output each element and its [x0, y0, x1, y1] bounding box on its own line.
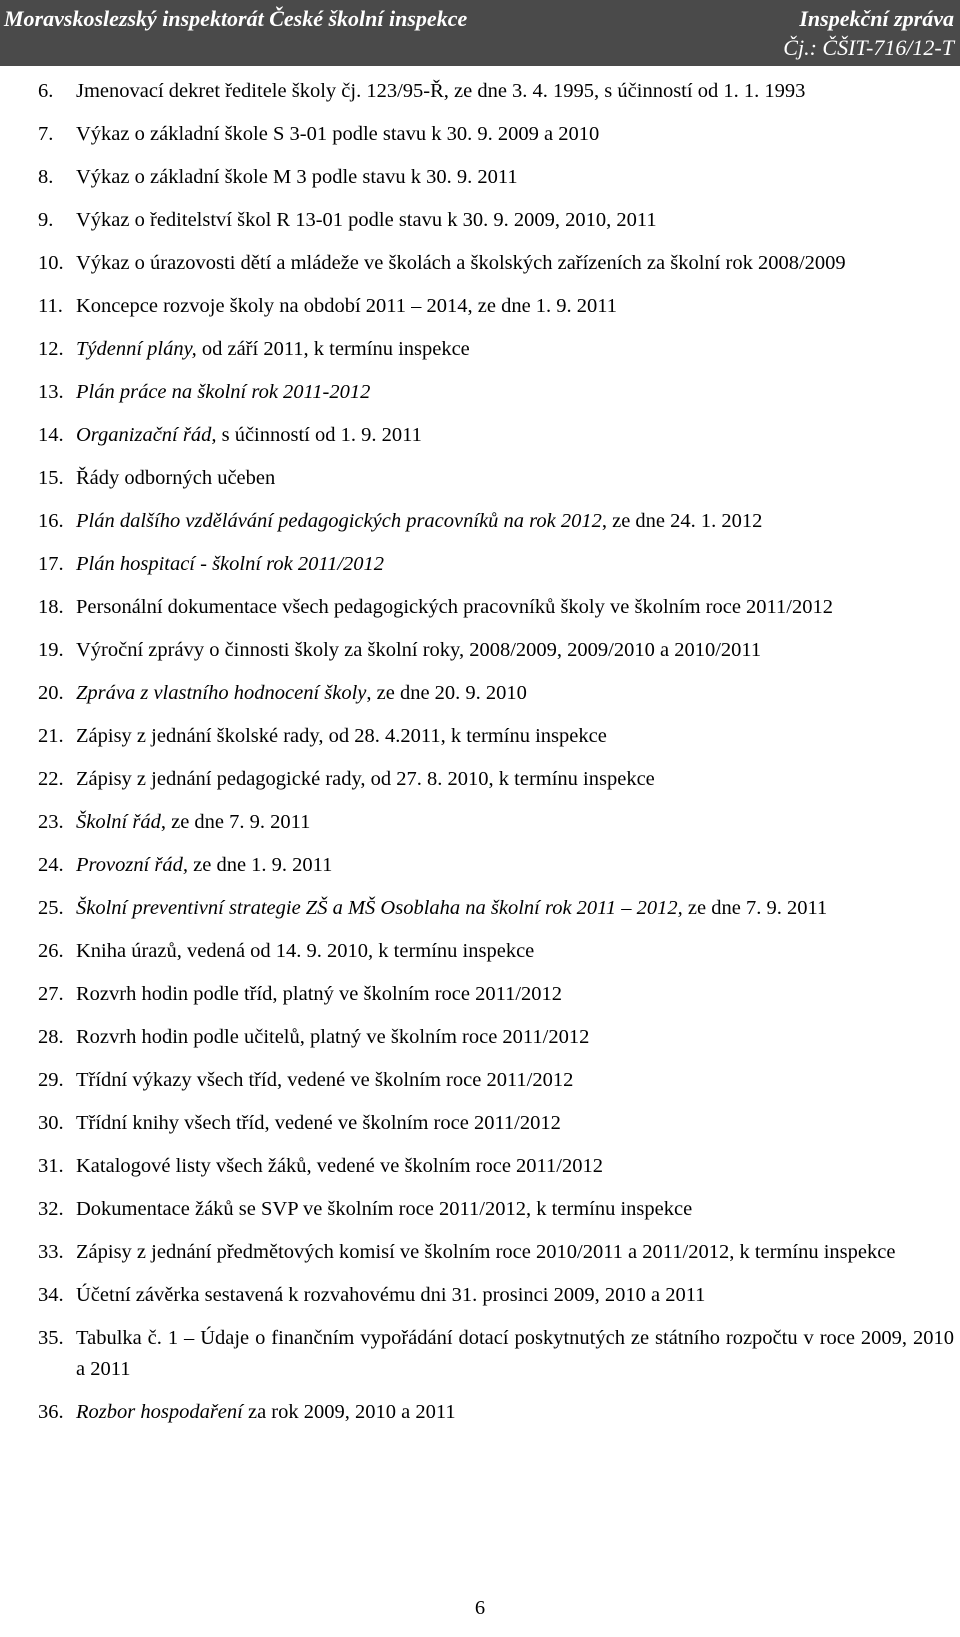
list-item-text [76, 1022, 954, 1053]
list-item [38, 377, 954, 408]
list-item-text [76, 248, 954, 279]
list-item [38, 119, 954, 150]
text-segment: Rozvrh hodin podle tříd, platný ve školním roce 2011/2012 [76, 983, 563, 1005]
list-item [38, 721, 954, 752]
list-item [38, 1108, 954, 1139]
list-item [38, 291, 954, 322]
list-item-text [76, 420, 954, 451]
list-item-text [76, 764, 954, 795]
text-segment: Řády odborných učeben [76, 467, 276, 489]
list-item-text [76, 678, 954, 709]
list-item [38, 463, 954, 494]
list-item-number: 9. [38, 209, 54, 231]
list-item-text [76, 549, 954, 580]
italic-title: Školní řád [76, 811, 161, 833]
list-item-number: 7. [38, 123, 54, 145]
list-item-text [76, 463, 954, 494]
list-item [38, 893, 954, 924]
text-segment: Zápisy z jednání pedagogické rady, od 27. 8. 2010, k termínu inspekce [76, 768, 655, 790]
list-item-number: 8. [38, 166, 54, 188]
list-item-text [76, 936, 954, 967]
report-title: Inspekční zpráva [799, 6, 954, 31]
list-item-number: 13. [38, 381, 64, 403]
list-item-number: 33. [38, 1241, 64, 1263]
list-item-number: 34. [38, 1284, 64, 1306]
list-item-text [76, 334, 954, 365]
list-item [38, 1194, 954, 1225]
text-segment: , ze dne 20. 9. 2010 [366, 682, 527, 704]
list-item-text [76, 979, 954, 1010]
list-item [38, 1323, 954, 1385]
list-item-text [76, 1397, 954, 1428]
list-item-text [76, 592, 954, 623]
list-item [38, 162, 954, 193]
list-item [38, 549, 954, 580]
inspectorate-name: Moravskoslezský inspektorát České školní inspekce [4, 6, 468, 31]
list-item-text [76, 1237, 954, 1268]
list-item-number: 23. [38, 811, 64, 833]
list-item [38, 592, 954, 623]
text-segment: , ze dne 24. 1. 2012 [601, 510, 763, 532]
text-segment: Zápisy z jednání předmětových komisí ve školním roce 2010/2011 a 2011/2012, k termínu inspekce [76, 1241, 896, 1263]
text-segment: Třídní výkazy všech tříd, vedené ve školním roce 2011/2012 [76, 1069, 574, 1091]
list-item-text [76, 1108, 954, 1139]
text-segment: Výkaz o základní škole S 3-01 podle stavu k 30. 9. 2009 a 2010 [76, 123, 600, 145]
page-header [0, 0, 960, 66]
italic-title: Provozní řád, [76, 854, 188, 876]
text-segment: Výkaz o úrazovosti dětí a mládeže ve školách a školských zařízeních za školní rok 2008/2009 [76, 252, 846, 274]
list-item-text [76, 635, 954, 666]
list-item [38, 1237, 954, 1268]
list-item-text [76, 76, 954, 107]
text-segment: , ze dne 7. 9. 2011 [160, 811, 311, 833]
text-segment: s účinností od 1. 9. 2011 [216, 424, 422, 446]
page-number: 6 [474, 1597, 486, 1619]
text-segment: Třídní knihy všech tříd, vedené ve školním roce 2011/2012 [76, 1112, 561, 1134]
list-item-text [76, 850, 954, 881]
list-item-number: 20. [38, 682, 64, 704]
list-item-number: 30. [38, 1112, 64, 1134]
list-item-text [76, 291, 954, 322]
list-item-text [76, 1151, 954, 1182]
list-item [38, 635, 954, 666]
list-item-number: 21. [38, 725, 64, 747]
italic-title: Školní preventivní strategie ZŠ a MŠ Osoblaha na školní rok 2011 – 2012, [76, 897, 683, 919]
list-item-text [76, 1194, 954, 1225]
list-item [38, 979, 954, 1010]
list-item [38, 334, 954, 365]
list-item [38, 420, 954, 451]
list-item-number: 17. [38, 553, 64, 575]
italic-title: Plán práce na školní rok 2011-2012 [76, 381, 371, 403]
text-segment: Kniha úrazů, vedená od 14. 9. 2010, k termínu inspekce [76, 940, 535, 962]
text-segment: Výroční zprávy o činnosti školy za školní roky, 2008/2009, 2009/2010 a 2010/2011 [76, 639, 762, 661]
list-item-number: 14. [38, 424, 64, 446]
text-segment: Tabulka č. 1 – Údaje o finančním vypořádání dotací poskytnutých ze státního rozpočtu v roce 2009, 2010 a 2011 [76, 1327, 954, 1380]
list-item-text [76, 721, 954, 752]
text-segment: Dokumentace žáků se SVP ve školním roce 2011/2012, k termínu inspekce [76, 1198, 693, 1220]
list-item-number: 6. [38, 80, 54, 102]
list-item-number: 18. [38, 596, 64, 618]
text-segment: Zápisy z jednání školské rady, od 28. 4.2011, k termínu inspekce [76, 725, 607, 747]
list-item-number: 10. [38, 252, 64, 274]
list-item [38, 1151, 954, 1182]
text-segment: Katalogové listy všech žáků, vedené ve školním roce 2011/2012 [76, 1155, 603, 1177]
list-item-number: 12. [38, 338, 64, 360]
list-item-number: 36. [38, 1401, 64, 1423]
text-segment: za rok 2009, 2010 a 2011 [242, 1401, 456, 1423]
document-list [38, 76, 954, 1440]
list-item [38, 248, 954, 279]
list-item-text [76, 1065, 954, 1096]
italic-title: Plán hospitací - školní rok 2011/2012 [76, 553, 385, 575]
list-item [38, 850, 954, 881]
list-item-text [76, 1280, 954, 1311]
list-item-number: 26. [38, 940, 64, 962]
italic-title: Rozbor hospodaření [76, 1401, 243, 1423]
list-item-text [76, 119, 954, 150]
list-item-text [76, 506, 954, 537]
list-item [38, 678, 954, 709]
text-segment: ze dne 7. 9. 2011 [682, 897, 828, 919]
list-item-text [76, 162, 954, 193]
reference-number: Čj.: ČŠIT-716/12-T [783, 35, 954, 60]
list-item [38, 1065, 954, 1096]
text-segment: Výkaz o základní škole M 3 podle stavu k 30. 9. 2011 [76, 166, 518, 188]
list-item-number: 27. [38, 983, 64, 1005]
text-segment: Personální dokumentace všech pedagogických pracovníků školy ve školním roce 2011/2012 [76, 596, 833, 618]
text-segment: Jmenovací dekret ředitele školy čj. 123/95-Ř, ze dne 3. 4. 1995, s účinností od 1. 1. 1993 [76, 80, 806, 102]
list-item [38, 936, 954, 967]
text-segment: Koncepce rozvoje školy na období 2011 – 2014, ze dne 1. 9. 2011 [76, 295, 618, 317]
list-item-text [76, 893, 954, 924]
list-item-number: 35. [38, 1327, 64, 1349]
text-segment: Výkaz o ředitelství škol R 13-01 podle stavu k 30. 9. 2009, 2010, 2011 [76, 209, 657, 231]
list-item [38, 764, 954, 795]
list-item-number: 28. [38, 1026, 64, 1048]
text-segment: od září 2011, k termínu inspekce [196, 338, 470, 360]
list-item [38, 807, 954, 838]
list-item-number: 29. [38, 1069, 64, 1091]
list-item-number: 15. [38, 467, 64, 489]
list-item [38, 1280, 954, 1311]
list-item-number: 32. [38, 1198, 64, 1220]
italic-title: Organizační řád, [76, 424, 217, 446]
list-item-text [76, 205, 954, 236]
list-item-number: 19. [38, 639, 64, 661]
italic-title: Plán dalšího vzdělávání pedagogických pracovníků na rok 2012 [76, 510, 602, 532]
list-item [38, 76, 954, 107]
list-item-number: 24. [38, 854, 64, 876]
text-segment: ze dne 1. 9. 2011 [188, 854, 333, 876]
list-item [38, 506, 954, 537]
list-item-text [76, 1323, 954, 1385]
list-item-number: 25. [38, 897, 64, 919]
list-item-text [76, 377, 954, 408]
list-item-number: 11. [38, 295, 63, 317]
list-item [38, 1022, 954, 1053]
list-item-number: 22. [38, 768, 64, 790]
list-item [38, 1397, 954, 1428]
italic-title: Týdenní plány, [76, 338, 197, 360]
list-item [38, 205, 954, 236]
italic-title: Zpráva z vlastního hodnocení školy [76, 682, 367, 704]
list-item-number: 16. [38, 510, 64, 532]
list-item-text [76, 807, 954, 838]
text-segment: Rozvrh hodin podle učitelů, platný ve školním roce 2011/2012 [76, 1026, 590, 1048]
text-segment: Účetní závěrka sestavená k rozvahovému dni 31. prosinci 2009, 2010 a 2011 [76, 1284, 706, 1306]
list-item-number: 31. [38, 1155, 64, 1177]
